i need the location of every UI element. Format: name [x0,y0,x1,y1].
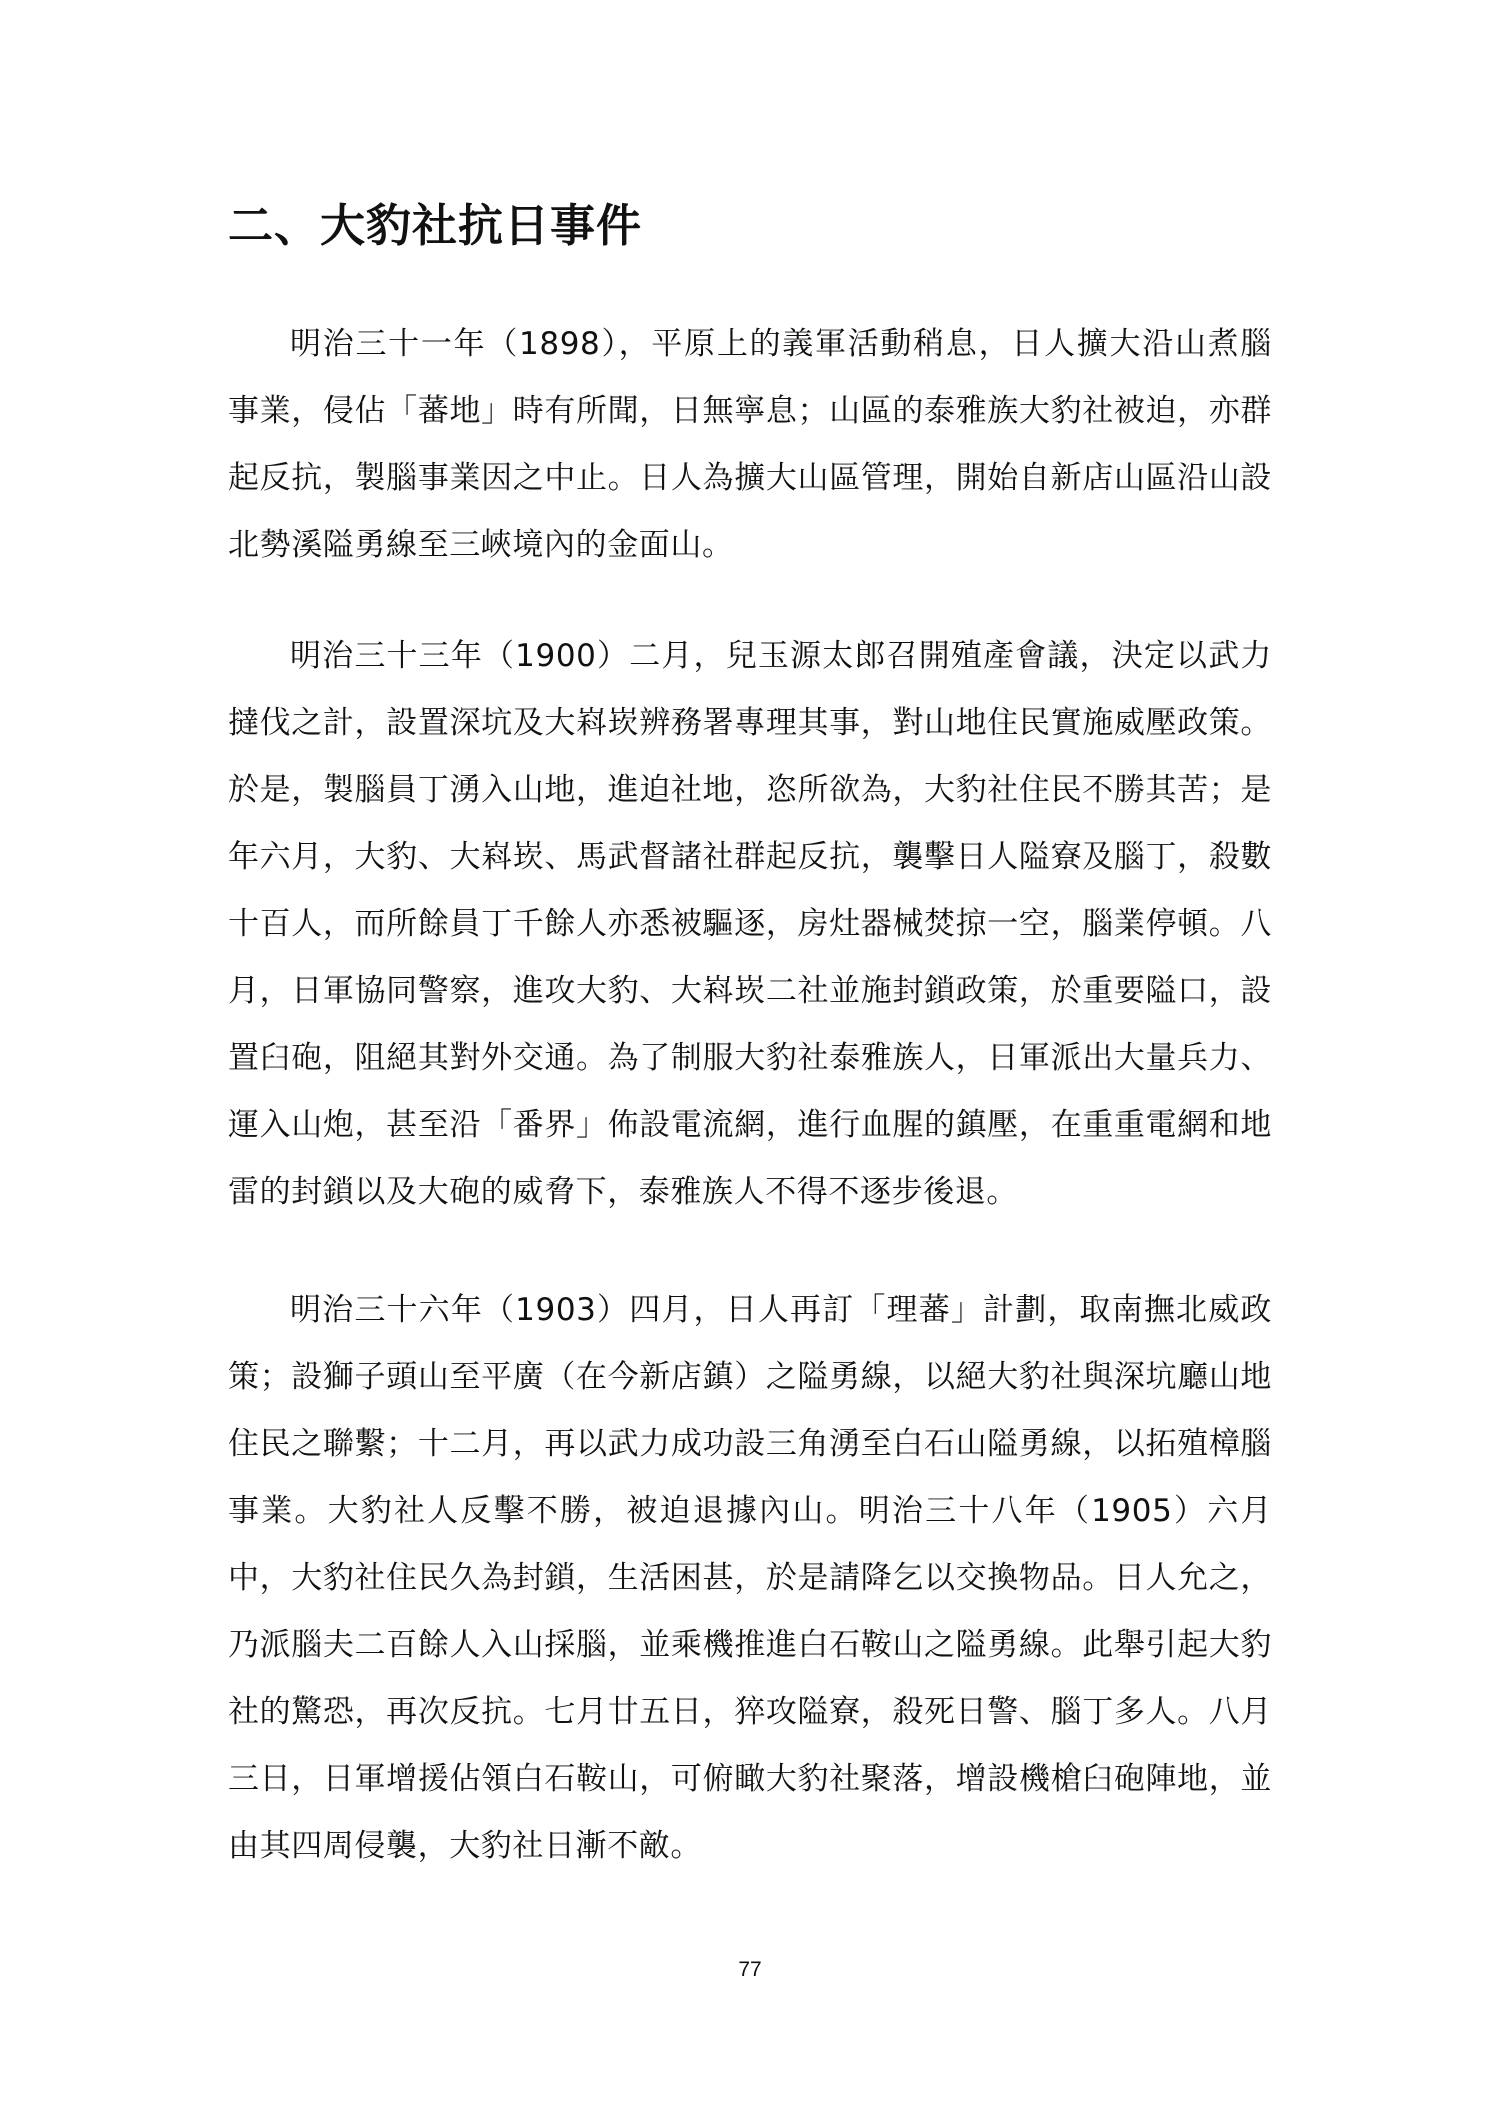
paragraph-3: 明治三十六年（1903）四月，日人再訂「理蕃」計劃，取南撫北威政策；設獅子頭山至平廣（在今新店鎮）之隘勇線，以絕大豹社與深坑廳山地住民之聯繫；十二月，再以武力成功設三角湧至白石山隘勇線，以拓殖樟腦事業。大豹社人反擊不勝，被迫退據內山。明治三十八年（1905）六月中，大豹社住民久為封鎖，生活困甚，於是請降乞以交換物品。日人允之，乃派腦夫二百餘人入山採腦，並乘機推進白石鞍山之隘勇線。此舉引起大豹社的驚恐，再次反抗。七月廿五日，猝攻隘寮，殺死日警、腦丁多人。八月三日，日軍增援佔領白石鞍山，可俯瞰大豹社聚落，增設機槍臼砲陣地，並由其四周侵襲，大豹社日漸不敵。 [228,1292,1272,1864]
section-title: 二、大豹社抗日事件 [228,199,643,252]
paragraph-2: 明治三十三年（1900）二月，兒玉源太郎召開殖產會議，決定以武力撻伐之計，設置深坑及大嵙崁辨務署專理其事，對山地住民實施威壓政策。於是，製腦員丁湧入山地，進迫社地，恣所欲為，大豹社住民不勝其苦；是年六月，大豹、大嵙崁、馬武督諸社群起反抗，襲擊日人隘寮及腦丁，殺數十百人，而所餘員丁千餘人亦悉被驅逐，房灶器械焚掠一空，腦業停頓。八月，日軍協同警察，進攻大豹、大嵙崁二社並施封鎖政策，於重要隘口，設置臼砲，阻絕其對外交通。為了制服大豹社泰雅族人，日軍派出大量兵力、運入山炮，甚至沿「番界」佈設電流網，進行血腥的鎮壓，在重重電網和地雷的封鎖以及大砲的威脅下，泰雅族人不得不逐步後退。 [228,638,1272,1210]
page-number: 77 [738,1958,762,1981]
paragraph-1: 明治三十一年（1898），平原上的義軍活動稍息，日人擴大沿山煮腦事業，侵佔「蕃地」時有所聞，日無寧息；山區的泰雅族大豹社被迫，亦群起反抗，製腦事業因之中止。日人為擴大山區管理，開始自新店山區沿山設北勢溪隘勇線至三峽境內的金面山。 [228,326,1272,563]
